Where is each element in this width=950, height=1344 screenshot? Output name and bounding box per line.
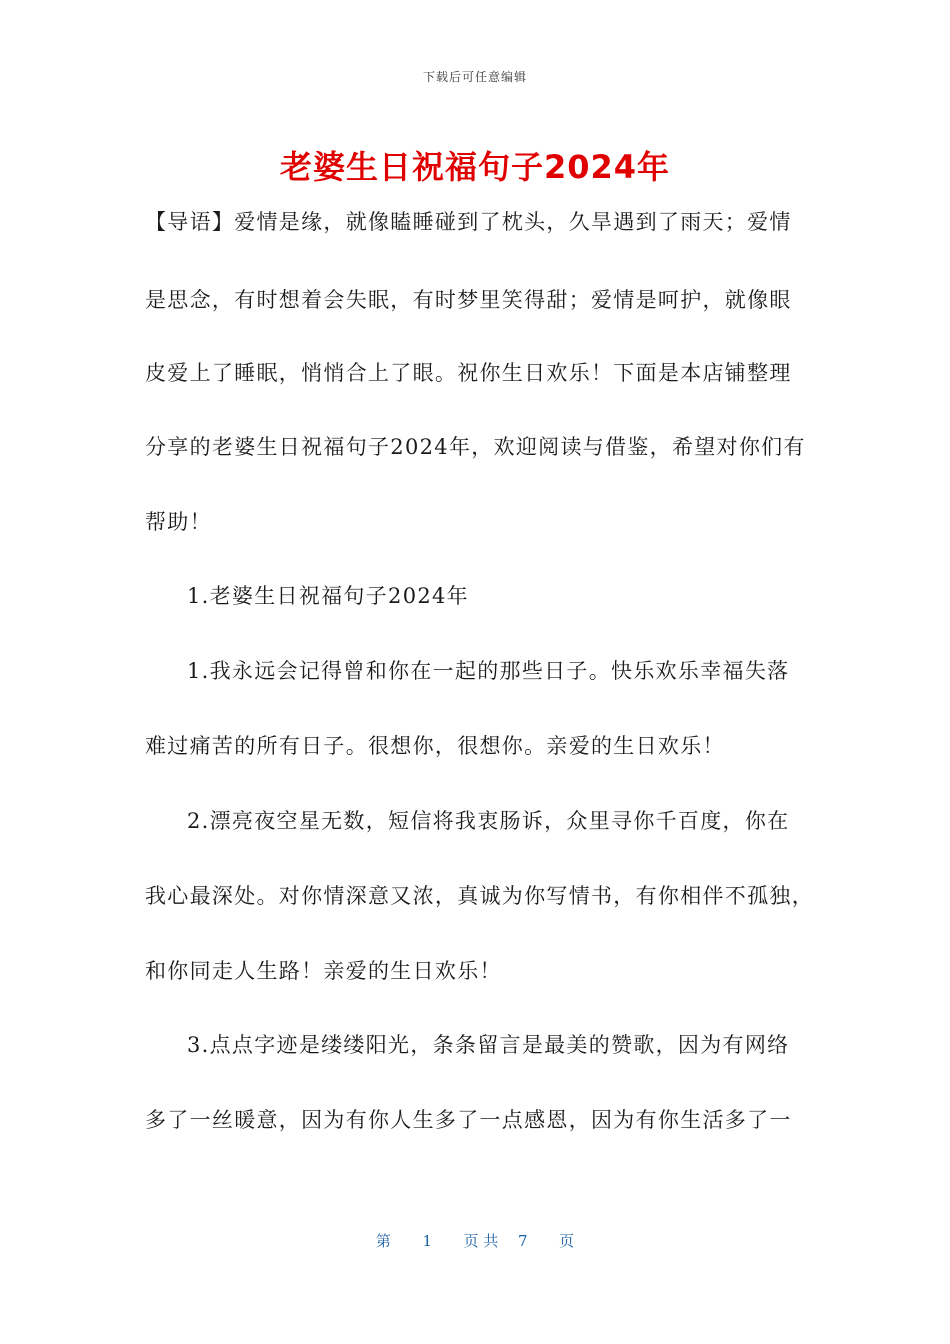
current-page-number: 1 — [422, 1232, 433, 1250]
body-line: 【导语】爱情是缘，就像瞌睡碰到了枕头，久旱遇到了雨天；爱情 — [145, 210, 792, 234]
body-line: 分享的老婆生日祝福句子2024年，欢迎阅读与借鉴，希望对你们有 — [145, 435, 806, 459]
total-pages-number: 7 — [517, 1232, 528, 1250]
body-line: 2.漂亮夜空星无数，短信将我衷肠诉，众里寻你千百度，你在 — [187, 809, 790, 833]
header-note: 下载后可任意编辑 — [422, 70, 527, 84]
body-line: 皮爱上了睡眠，悄悄合上了眼。祝你生日欢乐！下面是本店铺整理 — [145, 361, 792, 385]
footer-prefix: 第 — [375, 1232, 391, 1250]
section-heading: 1.老婆生日祝福句子2024年 — [187, 584, 469, 608]
body-line: 难过痛苦的所有日子。很想你，很想你。亲爱的生日欢乐！ — [145, 734, 725, 758]
body-line: 帮助！ — [145, 510, 212, 534]
body-line: 和你同走人生路！亲爱的生日欢乐！ — [145, 959, 502, 983]
body-line: 是思念，有时想着会失眠，有时梦里笑得甜；爱情是呵护，就像眼 — [145, 288, 792, 312]
body-line: 1.我永远会记得曾和你在一起的那些日子。快乐欢乐幸福失落 — [187, 659, 790, 683]
document-title: 老婆生日祝福句子2024年 — [279, 148, 671, 186]
body-line: 我心最深处。对你情深意又浓，真诚为你写情书，有你相伴不孤独， — [145, 884, 814, 908]
page-footer — [0, 1230, 950, 1251]
body-line: 多了一丝暖意，因为有你人生多了一点感恩，因为有你生活多了一 — [145, 1108, 792, 1132]
footer-middle: 页 共 — [463, 1232, 499, 1250]
body-line: 3.点点字迹是缕缕阳光，条条留言是最美的赞歌，因为有网络 — [187, 1033, 790, 1057]
footer-suffix: 页 — [559, 1232, 575, 1250]
